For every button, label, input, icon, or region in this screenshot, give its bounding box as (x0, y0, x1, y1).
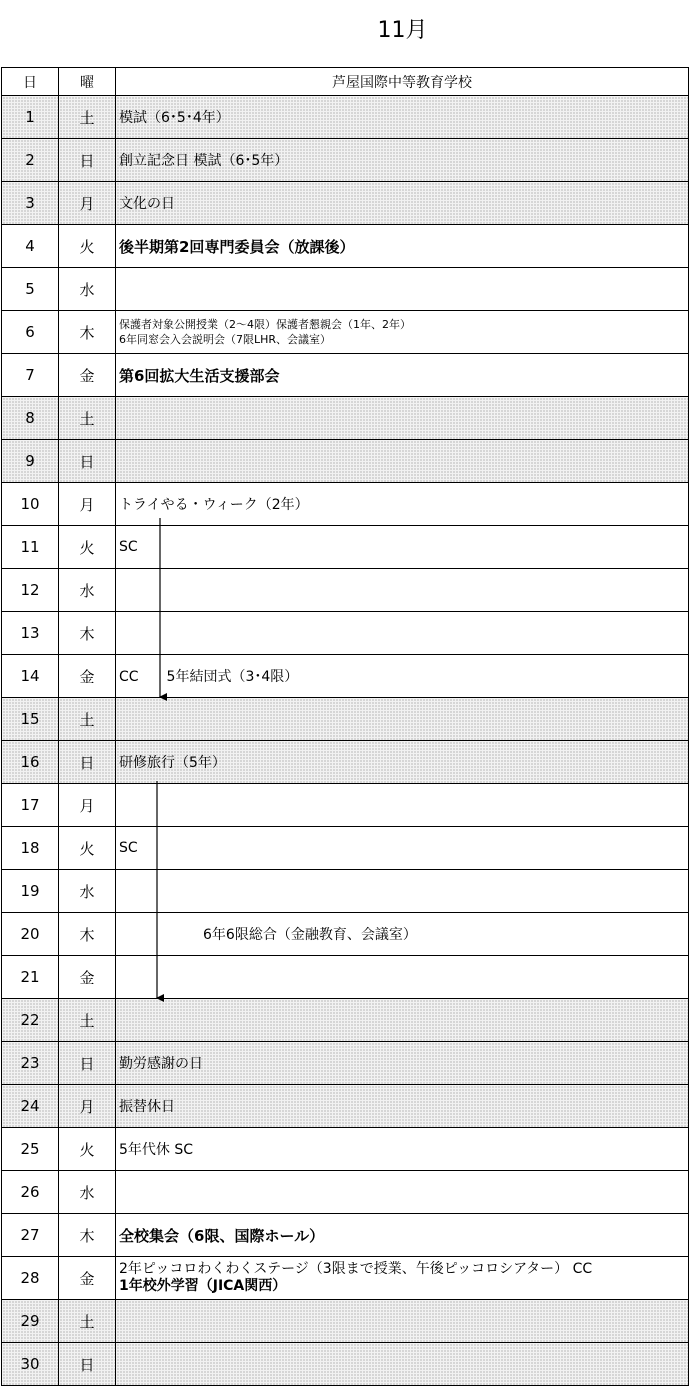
day-number: 30 (2, 1343, 59, 1386)
day-row (2, 741, 689, 784)
event-text: 文化の日 (119, 196, 175, 212)
weekday-label: 月 (59, 182, 116, 225)
day-number: 28 (2, 1257, 59, 1300)
header-weekday: 曜 (59, 68, 116, 96)
day-row (2, 268, 689, 311)
day-row (2, 913, 689, 956)
event-cell (116, 698, 689, 741)
event-cell (116, 440, 689, 483)
event-cell (116, 999, 689, 1042)
event-cell (116, 1128, 689, 1171)
weekday-label: 木 (59, 612, 116, 655)
day-number: 23 (2, 1042, 59, 1085)
day-row (2, 483, 689, 526)
event-cell (116, 870, 689, 913)
header-row (2, 68, 689, 96)
event-cell (116, 1214, 689, 1257)
day-number: 18 (2, 827, 59, 870)
weekday-label: 木 (59, 1214, 116, 1257)
day-number: 6 (2, 311, 59, 354)
day-row (2, 1171, 689, 1214)
day-number: 3 (2, 182, 59, 225)
day-number: 13 (2, 612, 59, 655)
weekday-label: 金 (59, 1257, 116, 1300)
event-text: 第6回拡大生活支援部会 (119, 366, 280, 385)
day-number: 25 (2, 1128, 59, 1171)
event-cell (116, 96, 689, 139)
day-row (2, 311, 689, 354)
event-cell (116, 784, 689, 827)
day-number: 10 (2, 483, 59, 526)
day-row (2, 526, 689, 569)
weekday-label: 金 (59, 655, 116, 698)
day-row (2, 139, 689, 182)
weekday-label: 月 (59, 483, 116, 526)
event-cell (116, 1085, 689, 1128)
event-cell (116, 311, 689, 354)
weekday-label: 水 (59, 870, 116, 913)
event-cell (116, 225, 689, 268)
event-text: 保護者対象公開授業（2～4限）保護者懇親会（1年、2年） (119, 318, 411, 331)
event-cell (116, 1042, 689, 1085)
weekday-label: 水 (59, 268, 116, 311)
weekday-label: 火 (59, 526, 116, 569)
event-cell (116, 526, 689, 569)
event-text: 5年代休 SC (119, 1142, 194, 1158)
day-row (2, 784, 689, 827)
day-number: 4 (2, 225, 59, 268)
event-text: SC (119, 840, 138, 856)
event-cell (116, 655, 689, 698)
day-row (2, 870, 689, 913)
event-text: 全校集会（6限、国際ホール） (119, 1226, 325, 1245)
day-number: 12 (2, 569, 59, 612)
day-number: 14 (2, 655, 59, 698)
day-row (2, 612, 689, 655)
weekday-label: 土 (59, 999, 116, 1042)
day-number: 8 (2, 397, 59, 440)
day-row (2, 1128, 689, 1171)
header-school-name: 芦屋国際中等教育学校 (116, 68, 689, 96)
weekday-label: 金 (59, 956, 116, 999)
schedule-table (1, 67, 689, 1386)
weekday-label: 日 (59, 1343, 116, 1386)
day-row (2, 1042, 689, 1085)
day-number: 1 (2, 96, 59, 139)
day-number: 21 (2, 956, 59, 999)
weekday-label: 日 (59, 139, 116, 182)
event-cell (116, 569, 689, 612)
day-row (2, 182, 689, 225)
event-cell (116, 397, 689, 440)
day-row (2, 397, 689, 440)
event-cell (116, 354, 689, 397)
day-number: 26 (2, 1171, 59, 1214)
day-row (2, 1300, 689, 1343)
weekday-label: 木 (59, 311, 116, 354)
event-cell (116, 182, 689, 225)
weekday-label: 火 (59, 1128, 116, 1171)
schedule-body (2, 96, 689, 1386)
month-title: 11月 (377, 18, 428, 43)
weekday-label: 土 (59, 1300, 116, 1343)
event-cell (116, 483, 689, 526)
event-cell (116, 827, 689, 870)
event-cell (116, 1257, 689, 1300)
day-number: 2 (2, 139, 59, 182)
weekday-label: 火 (59, 225, 116, 268)
day-row (2, 225, 689, 268)
weekday-label: 木 (59, 913, 116, 956)
day-row (2, 999, 689, 1042)
day-number: 9 (2, 440, 59, 483)
day-number: 16 (2, 741, 59, 784)
day-row (2, 354, 689, 397)
day-row (2, 1214, 689, 1257)
weekday-label: 土 (59, 397, 116, 440)
day-number: 24 (2, 1085, 59, 1128)
day-number: 29 (2, 1300, 59, 1343)
day-row (2, 96, 689, 139)
weekday-label: 水 (59, 1171, 116, 1214)
day-number: 5 (2, 268, 59, 311)
day-number: 17 (2, 784, 59, 827)
weekday-label: 水 (59, 569, 116, 612)
day-row (2, 440, 689, 483)
event-text: SC (119, 539, 138, 555)
day-row (2, 956, 689, 999)
weekday-label: 火 (59, 827, 116, 870)
event-text: 振替休日 (119, 1099, 175, 1115)
day-number: 27 (2, 1214, 59, 1257)
day-number: 19 (2, 870, 59, 913)
day-row (2, 1257, 689, 1300)
weekday-label: 土 (59, 96, 116, 139)
event-text: トライやる・ウィーク（2年） (119, 497, 309, 513)
event-cell (116, 268, 689, 311)
day-row (2, 827, 689, 870)
event-text: CC 5年結団式（3･4限） (119, 669, 299, 685)
weekday-label: 金 (59, 354, 116, 397)
day-row (2, 655, 689, 698)
day-row (2, 1085, 689, 1128)
event-text: 勤労感謝の日 (119, 1056, 203, 1072)
day-row (2, 569, 689, 612)
day-number: 7 (2, 354, 59, 397)
event-text: 模試（6･5･4年） (119, 110, 230, 126)
event-cell (116, 1300, 689, 1343)
event-cell (116, 913, 689, 956)
event-text: 6年同窓会入会説明会（7限LHR、会議室） (119, 333, 332, 346)
event-text: 6年6限総合（金融教育、会議室） (119, 927, 417, 943)
weekday-label: 土 (59, 698, 116, 741)
event-cell (116, 612, 689, 655)
event-text: 研修旅行（5年） (119, 755, 226, 771)
event-cell (116, 956, 689, 999)
weekday-label: 日 (59, 440, 116, 483)
event-text: 1年校外学習（JICA関西） (119, 1278, 287, 1294)
day-number: 11 (2, 526, 59, 569)
event-cell (116, 741, 689, 784)
day-row (2, 1343, 689, 1386)
weekday-label: 月 (59, 784, 116, 827)
weekday-label: 日 (59, 1042, 116, 1085)
event-cell (116, 1343, 689, 1386)
day-row (2, 698, 689, 741)
event-cell (116, 1171, 689, 1214)
weekday-label: 日 (59, 741, 116, 784)
event-text: 2年ピッコロわくわくステージ（3限まで授業、午後ピッコロシアター） CC (119, 1261, 593, 1277)
weekday-label: 月 (59, 1085, 116, 1128)
event-cell (116, 139, 689, 182)
header-day: 日 (2, 68, 59, 96)
day-number: 20 (2, 913, 59, 956)
day-number: 15 (2, 698, 59, 741)
day-number: 22 (2, 999, 59, 1042)
event-text: 後半期第2回専門委員会（放課後） (119, 237, 355, 256)
event-text: 創立記念日 模試（6･5年） (119, 153, 289, 169)
